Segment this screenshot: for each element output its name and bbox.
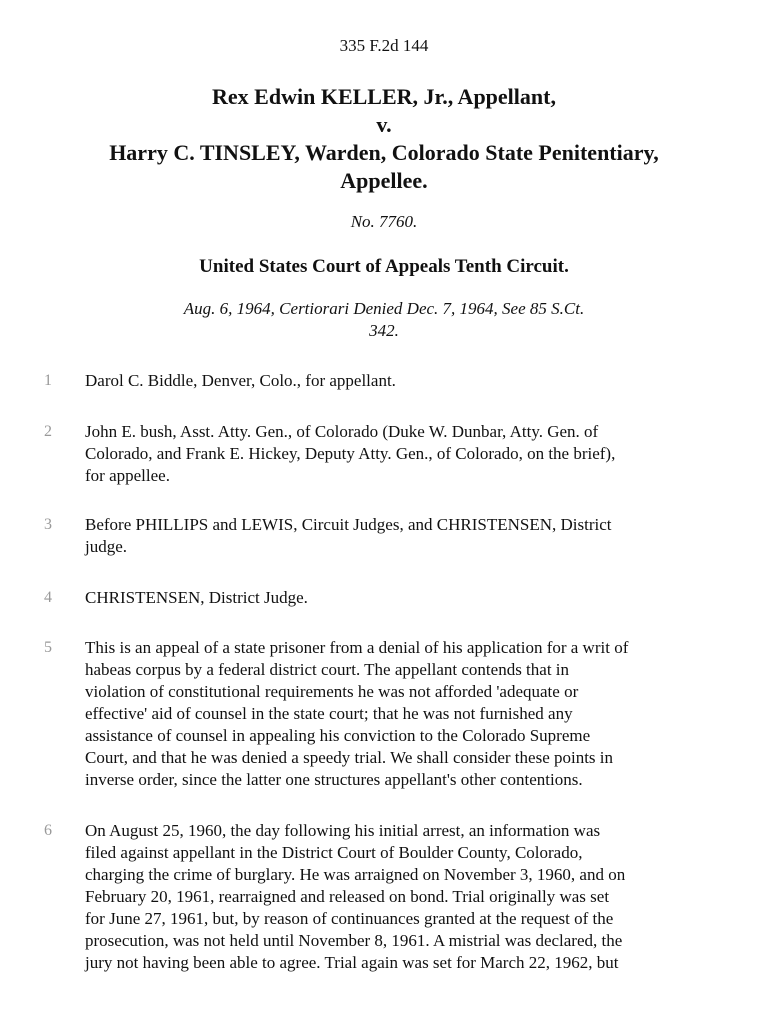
paragraph-number: 1 — [44, 372, 52, 389]
case-citation: 335 F.2d 144 — [339, 36, 429, 55]
text-line: Colorado, and Frank E. Hickey, Deputy Atty. Gen., of Colorado, on the brief), — [85, 444, 616, 463]
appellee-name: Harry C. TINSLEY, Warden, Colorado State Penitentiary, — [109, 140, 659, 165]
paragraph-text — [85, 370, 735, 392]
decision-dates-line: 342. — [369, 321, 399, 340]
text-line: CHRISTENSEN, District Judge. — [85, 588, 308, 607]
text-line: jury not having been able to agree. Trial again was set for March 22, 1962, but — [85, 953, 619, 972]
text-line: assistance of counsel in appealing his conviction to the Colorado Supreme — [85, 726, 591, 745]
text-line: habeas corpus by a federal district court. The appellant contends that in — [85, 660, 570, 679]
paragraph-text — [85, 820, 735, 974]
paragraph-number: 4 — [44, 589, 52, 606]
paragraph-text — [85, 421, 735, 487]
paragraph-number: 5 — [44, 639, 52, 656]
versus-label: v. — [376, 112, 392, 137]
text-line: for June 27, 1961, but, by reason of continuances granted at the request of the — [85, 909, 614, 928]
paragraph-text — [85, 637, 735, 791]
docket-number: No. 7760. — [350, 212, 418, 231]
text-line: This is an appeal of a state prisoner from a denial of his application for a writ of — [85, 638, 629, 657]
text-line: Court, and that he was denied a speedy trial. We shall consider these points in — [85, 748, 614, 767]
paragraph-number: 6 — [44, 822, 52, 839]
text-line: inverse order, since the latter one structures appellant's other contentions. — [85, 770, 583, 789]
paragraph-text — [85, 514, 735, 558]
text-line: charging the crime of burglary. He was arraigned on November 3, 1960, and on — [85, 865, 626, 884]
decision-dates-line: Aug. 6, 1964, Certiorari Denied Dec. 7, 1964, See 85 S.Ct. — [183, 299, 585, 318]
text-line: filed against appellant in the District Court of Boulder County, Colorado, — [85, 843, 583, 862]
text-line: violation of constitutional requirements he was not afforded 'adequate or — [85, 682, 579, 701]
text-line: judge. — [85, 537, 128, 556]
paragraph-number: 3 — [44, 516, 52, 533]
text-line: Before PHILLIPS and LEWIS, Circuit Judges, and CHRISTENSEN, District — [85, 515, 612, 534]
text-line: February 20, 1961, rearraigned and released on bond. Trial originally was set — [85, 887, 610, 906]
text-line: for appellee. — [85, 466, 170, 485]
text-line: Darol C. Biddle, Denver, Colo., for appellant. — [85, 371, 396, 390]
text-line: effective' aid of counsel in the state court; that he was not furnished any — [85, 704, 573, 723]
case-caption — [0, 83, 768, 195]
decision-dates — [140, 298, 628, 342]
appellant-name: Rex Edwin KELLER, Jr., Appellant, — [212, 84, 556, 109]
text-line: prosecution, was not held until November 8, 1961. A mistrial was declared, the — [85, 931, 623, 950]
paragraph-text — [85, 587, 735, 609]
court-name: United States Court of Appeals Tenth Circuit. — [199, 256, 569, 277]
appellee-role: Appellee. — [340, 168, 428, 193]
text-line: On August 25, 1960, the day following his initial arrest, an information was — [85, 821, 601, 840]
paragraph-number: 2 — [44, 423, 52, 440]
text-line: John E. bush, Asst. Atty. Gen., of Colorado (Duke W. Dunbar, Atty. Gen. of — [85, 422, 599, 441]
